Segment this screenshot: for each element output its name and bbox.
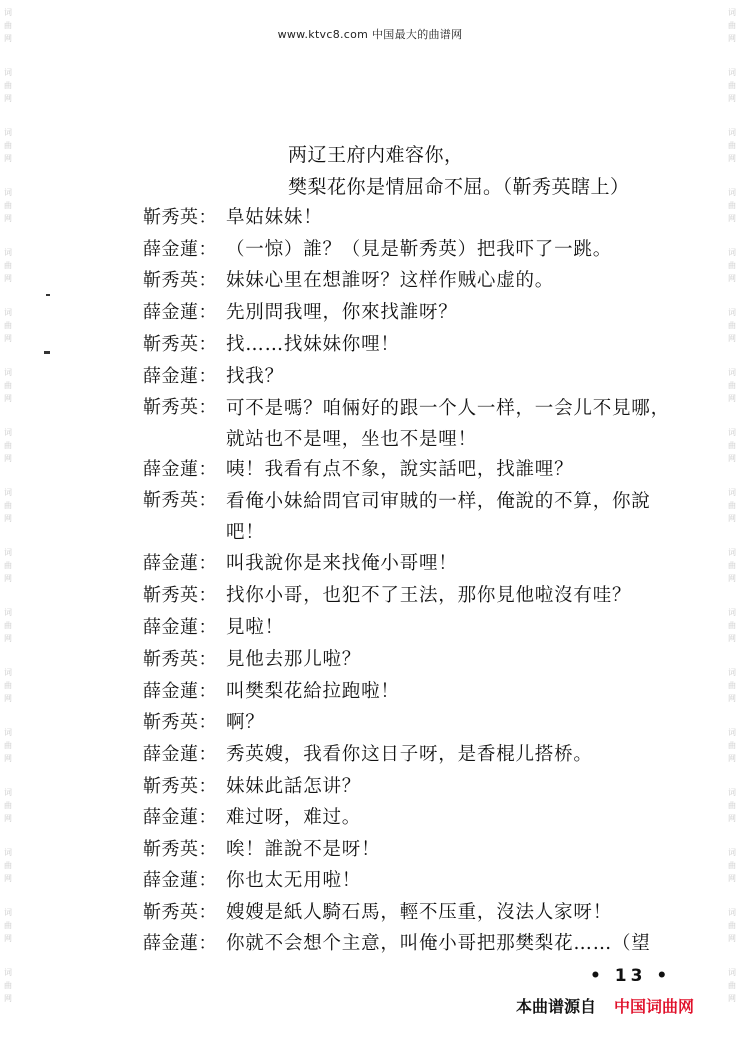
watermark-char: 网 xyxy=(728,394,736,403)
watermark-char: 网 xyxy=(4,934,12,943)
watermark-group xyxy=(0,6,16,45)
watermark-char: 曲 xyxy=(728,801,736,810)
watermark-char: 词 xyxy=(4,8,12,17)
watermark-char: 曲 xyxy=(4,621,12,630)
scan-speck xyxy=(46,294,50,296)
speech-text: 咦！我看有点不象，說实話吧，找誰哩？ xyxy=(226,459,574,480)
speech-text: 唉！誰說不是呀！ xyxy=(226,839,381,860)
watermark-char: 网 xyxy=(4,634,12,643)
speech-text: 阜姑妹妹！ xyxy=(226,207,323,228)
watermark-char: 网 xyxy=(4,34,12,43)
watermark-char: 网 xyxy=(728,634,736,643)
speech-text: 难过呀，难过。 xyxy=(226,807,362,828)
watermark-char: 词 xyxy=(4,368,12,377)
watermark-char: 词 xyxy=(4,848,12,857)
dialogue-line xyxy=(0,581,740,613)
dialogue-line xyxy=(0,362,740,394)
watermark-char: 词 xyxy=(4,128,12,137)
dialogue-line xyxy=(0,330,740,362)
watermark-char: 网 xyxy=(728,334,736,343)
speaker-label: 靳秀英： xyxy=(143,585,217,606)
speech-text: 找你小哥，也犯不了王法，那你見他啦沒有哇？ xyxy=(226,585,632,606)
dialogue-line xyxy=(0,740,740,772)
speech-text: 嫂嫂是紙人騎石馬，輕不压重，沒法人家呀！ xyxy=(226,902,613,923)
watermark-group xyxy=(724,6,740,45)
speech-text: 秀英嫂，我看你这日子呀，是香棍儿搭桥。 xyxy=(226,744,593,765)
watermark-char: 网 xyxy=(4,514,12,523)
watermark-char: 网 xyxy=(4,994,12,1003)
watermark-char: 词 xyxy=(728,608,736,617)
watermark-char: 词 xyxy=(728,848,736,857)
watermark-char: 词 xyxy=(4,788,12,797)
speech-text: 妹妹此話怎讲？ xyxy=(226,776,362,797)
speech-text: 找我？ xyxy=(226,366,284,387)
watermark-char: 曲 xyxy=(4,321,12,330)
watermark-char: 词 xyxy=(4,248,12,257)
speech-text: 見他去那儿啦？ xyxy=(226,649,362,670)
watermark-char: 网 xyxy=(728,214,736,223)
watermark-char: 词 xyxy=(4,428,12,437)
speaker-label: 靳秀英： xyxy=(143,776,217,797)
speaker-label: 薛金蓮： xyxy=(143,744,217,765)
watermark-char: 词 xyxy=(728,728,736,737)
dialogue-line xyxy=(0,677,740,709)
watermark-char: 曲 xyxy=(728,201,736,210)
dialogue-line xyxy=(0,455,740,487)
watermark-char: 词 xyxy=(728,788,736,797)
watermark-char: 网 xyxy=(4,874,12,883)
watermark-char: 曲 xyxy=(728,681,736,690)
watermark-char: 词 xyxy=(4,728,12,737)
watermark-group xyxy=(724,66,740,105)
watermark-char: 曲 xyxy=(4,741,12,750)
watermark-char: 词 xyxy=(4,548,12,557)
speaker-label: 薛金蓮： xyxy=(143,933,217,954)
watermark-char: 曲 xyxy=(728,441,736,450)
watermark-char: 网 xyxy=(728,514,736,523)
watermark-char: 词 xyxy=(728,308,736,317)
dialogue-line xyxy=(0,645,740,677)
speaker-label: 靳秀英： xyxy=(143,649,217,670)
watermark-char: 网 xyxy=(4,394,12,403)
dialogue-line xyxy=(0,866,740,898)
watermark-char: 网 xyxy=(728,34,736,43)
watermark-char: 网 xyxy=(4,94,12,103)
watermark-char: 网 xyxy=(728,574,736,583)
watermark-char: 曲 xyxy=(728,501,736,510)
watermark-char: 网 xyxy=(728,814,736,823)
watermark-group xyxy=(0,966,16,1005)
watermark-char: 曲 xyxy=(728,81,736,90)
speech-text: 見啦！ xyxy=(226,617,284,638)
watermark-char: 词 xyxy=(4,608,12,617)
watermark-char: 网 xyxy=(4,754,12,763)
speaker-label: 靳秀英： xyxy=(143,270,217,291)
watermark-char: 曲 xyxy=(728,741,736,750)
watermark-char: 网 xyxy=(4,274,12,283)
watermark-char: 曲 xyxy=(4,21,12,30)
watermark-char: 网 xyxy=(4,154,12,163)
watermark-char: 词 xyxy=(4,308,12,317)
watermark-char: 网 xyxy=(728,994,736,1003)
dialogue-line xyxy=(0,898,740,930)
page-number: • 13 • xyxy=(590,966,672,986)
speaker-label: 靳秀英： xyxy=(143,712,217,733)
dialogue-line xyxy=(0,486,740,550)
dialogue-line xyxy=(0,203,740,235)
speech-text: 妹妹心里在想誰呀？这样作贼心虚的。 xyxy=(226,270,555,291)
watermark-char: 词 xyxy=(4,188,12,197)
speaker-label: 靳秀英： xyxy=(143,207,217,228)
speech-text: 可不是嗎？咱倆好的跟一个人一样，一会儿不見哪，就站也不是哩，坐也不是哩！ xyxy=(226,398,670,450)
watermark-char: 网 xyxy=(4,454,12,463)
dialogue-line xyxy=(0,549,740,581)
watermark-char: 曲 xyxy=(4,261,12,270)
speaker-label: 靳秀英： xyxy=(143,490,217,511)
watermark-char: 网 xyxy=(4,694,12,703)
watermark-char: 曲 xyxy=(728,261,736,270)
verse-line: 樊梨花你是情屈命不屈。（靳秀英瞎上） xyxy=(288,176,630,198)
speech-text: 你就不会想个主意，叫俺小哥把那樊梨花……（望 xyxy=(226,933,651,954)
dialogue-line xyxy=(0,613,740,645)
watermark-char: 曲 xyxy=(4,201,12,210)
watermark-char: 曲 xyxy=(4,141,12,150)
speaker-label: 薛金蓮： xyxy=(143,302,217,323)
speaker-label: 薛金蓮： xyxy=(143,239,217,260)
watermark-char: 曲 xyxy=(728,561,736,570)
dialogue-line xyxy=(0,835,740,867)
dialogue-line xyxy=(0,772,740,804)
speech-text: 你也太无用啦！ xyxy=(226,870,362,891)
watermark-group xyxy=(724,966,740,1005)
watermark-char: 曲 xyxy=(4,921,12,930)
speaker-label: 薛金蓮： xyxy=(143,459,217,480)
header-url: www.ktvc8.com 中国最大的曲谱网 xyxy=(277,28,463,41)
watermark-char: 曲 xyxy=(728,861,736,870)
watermark-char: 词 xyxy=(4,668,12,677)
speaker-label: 薛金蓮： xyxy=(143,553,217,574)
dialogue-line xyxy=(0,929,740,961)
watermark-char: 词 xyxy=(4,968,12,977)
watermark-char: 词 xyxy=(728,128,736,137)
speaker-label: 薛金蓮： xyxy=(143,366,217,387)
speaker-label: 薛金蓮： xyxy=(143,807,217,828)
watermark-char: 网 xyxy=(728,454,736,463)
watermark-char: 曲 xyxy=(4,861,12,870)
watermark-char: 曲 xyxy=(728,141,736,150)
watermark-char: 词 xyxy=(4,68,12,77)
dialogue-line xyxy=(0,235,740,267)
watermark-char: 曲 xyxy=(4,381,12,390)
footer-brand: 中国词曲网 xyxy=(614,997,695,1016)
watermark-char: 词 xyxy=(728,548,736,557)
watermark-char: 词 xyxy=(4,488,12,497)
watermark-char: 词 xyxy=(728,188,736,197)
speaker-label: 薛金蓮： xyxy=(143,681,217,702)
watermark-char: 曲 xyxy=(728,321,736,330)
watermark-char: 网 xyxy=(728,274,736,283)
watermark-char: 曲 xyxy=(728,921,736,930)
speaker-label: 靳秀英： xyxy=(143,902,217,923)
watermark-char: 网 xyxy=(728,694,736,703)
speaker-label: 薛金蓮： xyxy=(143,617,217,638)
watermark-char: 曲 xyxy=(4,561,12,570)
speech-text: 先別問我哩，你來找誰呀？ xyxy=(226,302,458,323)
watermark-char: 词 xyxy=(728,968,736,977)
verse-line: 两辽王府内难容你， xyxy=(288,144,464,166)
watermark-char: 网 xyxy=(4,814,12,823)
watermark-char: 词 xyxy=(728,248,736,257)
watermark-char: 网 xyxy=(4,214,12,223)
watermark-char: 词 xyxy=(728,668,736,677)
watermark-char: 词 xyxy=(728,488,736,497)
speech-text: 叫樊梨花給拉跑啦！ xyxy=(226,681,400,702)
dialogue-line xyxy=(0,298,740,330)
watermark-char: 词 xyxy=(4,908,12,917)
speech-text: 看俺小妹給問官司审賊的一样，俺說的不算，你說吧！ xyxy=(226,491,651,543)
watermark-char: 曲 xyxy=(4,501,12,510)
dialogue-line xyxy=(0,803,740,835)
speaker-label: 靳秀英： xyxy=(143,839,217,860)
dialogue-line xyxy=(0,393,740,457)
watermark-char: 曲 xyxy=(728,21,736,30)
footer-source xyxy=(516,994,694,1017)
watermark-char: 网 xyxy=(728,94,736,103)
speech-text: 找……找妹妹你哩！ xyxy=(226,334,400,355)
watermark-char: 曲 xyxy=(728,381,736,390)
speaker-label: 薛金蓮： xyxy=(143,870,217,891)
watermark-char: 词 xyxy=(728,68,736,77)
watermark-char: 曲 xyxy=(728,981,736,990)
watermark-char: 曲 xyxy=(4,801,12,810)
watermark-char: 网 xyxy=(728,934,736,943)
watermark-char: 网 xyxy=(728,754,736,763)
watermark-char: 词 xyxy=(728,908,736,917)
watermark-char: 网 xyxy=(728,154,736,163)
speaker-label: 靳秀英： xyxy=(143,397,217,418)
watermark-group xyxy=(724,126,740,165)
watermark-char: 曲 xyxy=(4,981,12,990)
watermark-char: 词 xyxy=(728,368,736,377)
watermark-char: 词 xyxy=(728,428,736,437)
watermark-char: 曲 xyxy=(4,441,12,450)
footer-label: 本曲谱源自 xyxy=(516,997,597,1016)
dialogue-line xyxy=(0,708,740,740)
speech-text: 叫我說你是来找俺小哥哩！ xyxy=(226,553,458,574)
watermark-char: 曲 xyxy=(4,81,12,90)
watermark-char: 曲 xyxy=(728,621,736,630)
speech-text: 啊？ xyxy=(226,712,265,733)
watermark-char: 曲 xyxy=(4,681,12,690)
scan-speck xyxy=(44,351,50,354)
watermark-char: 网 xyxy=(4,574,12,583)
dialogue-line xyxy=(0,266,740,298)
watermark-group xyxy=(0,66,16,105)
watermark-char: 网 xyxy=(728,874,736,883)
watermark-char: 词 xyxy=(728,8,736,17)
watermark-char: 网 xyxy=(4,334,12,343)
speaker-label: 靳秀英： xyxy=(143,334,217,355)
watermark-group xyxy=(0,126,16,165)
speech-text: （一惊）誰？（見是靳秀英）把我吓了一跳。 xyxy=(226,239,613,260)
